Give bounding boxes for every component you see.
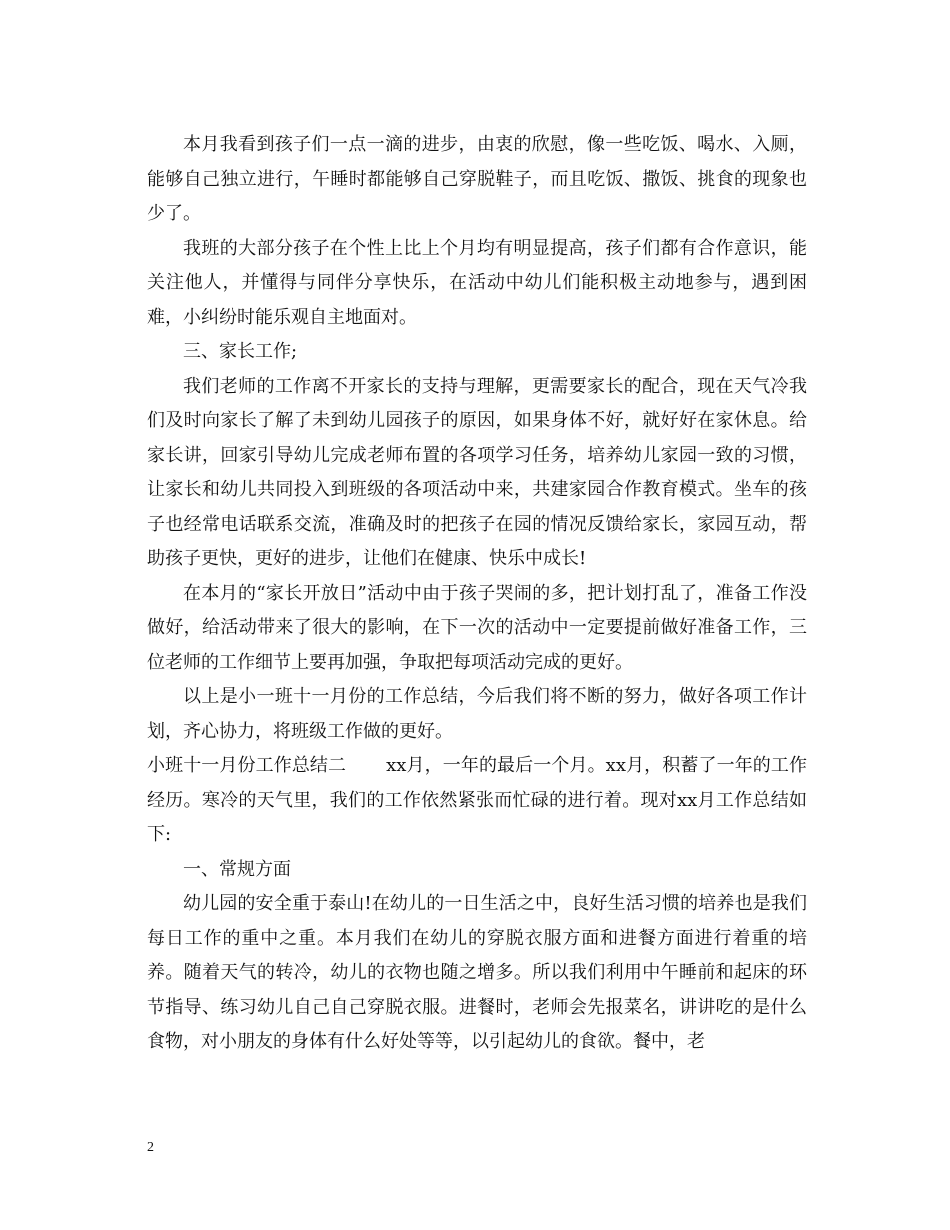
paragraph-progress: 本月我看到孩子们一点一滴的进步，由衷的欣慰，像一些吃饭、喝水、入厕，能够自己独立进行，午睡时都能够自己穿脱鞋子，而且吃饭、撒饭、挑食的现象也少了。 (147, 134, 807, 224)
page-number: 2 (147, 1140, 154, 1155)
heading-regular: 一、常规方面 (183, 858, 291, 880)
paragraph-safety-habits: 幼儿园的安全重于泰山!在幼儿的一日生活之中，良好生活习惯的培养也是我们每日工作的重中之重。本月我们在幼儿的穿脱衣服方面和进餐方面进行着重的培养。随着天气的转冷，幼儿的衣物也随之增多。所以我们利用中午睡前和起床的环节指导、练习幼儿自己自己穿脱衣服。进餐时，老师会先报菜名，讲讲吃的是什么食物，对小朋友的身体有什么好处等等，以引起幼儿的食欲。餐中，老 (147, 893, 807, 1052)
section-two-intro: xx月，一年的最后一个月。xx月，积蓄了一年的工作经历。寒冷的天气里，我们的工作依然紧张而忙碌的进行着。现对xx月工作总结如下: (147, 755, 808, 845)
paragraph-conclusion: 以上是小一班十一月份的工作总结，今后我们将不断的努力，做好各项工作计划，齐心协力，将班级工作做的更好。 (147, 686, 807, 742)
document-body (147, 128, 807, 1060)
heading-parent-work: 三、家长工作; (183, 341, 298, 362)
section-two-title: 小班十一月份工作总结二 (147, 755, 347, 776)
paragraph-parent-work: 我们老师的工作离不开家长的支持与理解，更需要家长的配合，现在天气冷我们及时向家长了解了未到幼儿园孩子的原因，如果身体不好，就好好在家休息。给家长讲，回家引导幼儿完成老师布置的各项学习任务，培养幼儿家园一致的习惯，让家长和幼儿共同投入到班级的各项活动中来，共建家园合作教育模式。坐车的孩子也经常电话联系交流，准确及时的把孩子在园的情况反馈给家长，家园互动，帮助孩子更快，更好的进步，让他们在健康、快乐中成长! (147, 375, 807, 569)
paragraph-personality: 我班的大部分孩子在个性上比上个月均有明显提高，孩子们都有合作意识，能关注他人，并懂得与同伴分享快乐，在活动中幼儿们能积极主动地参与，遇到困难，小纠纷时能乐观自主地面对。 (147, 237, 807, 328)
paragraph-open-day: 在本月的“家长开放日”活动中由于孩子哭闹的多，把计划打乱了，准备工作没做好，给活动带来了很大的影响，在下一次的活动中一定要提前做好准备工作，三位老师的工作细节上要再加强，争取把每项活动完成的更好。 (147, 582, 807, 673)
section-two-paragraph (147, 749, 807, 853)
